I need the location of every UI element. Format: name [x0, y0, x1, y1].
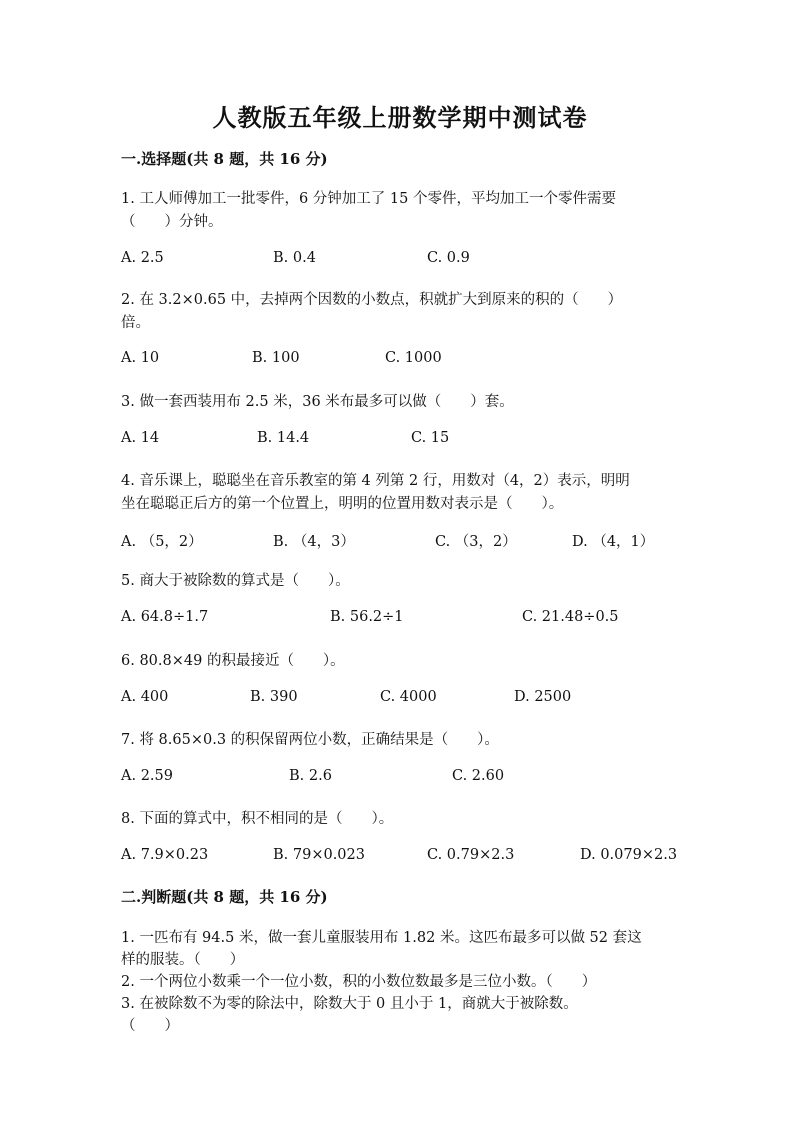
question-4-option-c: C. （3，2）: [435, 534, 517, 550]
question-1-option-b: B. 0.4: [273, 250, 316, 266]
question-5-option-a: A. 64.8÷1.7: [121, 609, 209, 625]
question-7-text: 7. 将 8.65×0.3 的积保留两位小数，正确结果是（ ）。: [121, 732, 499, 748]
judgement-1-text-cont: 样的服装。（ ）: [121, 952, 245, 968]
question-4-text-cont: 坐在聪聪正后方的第一个位置上，明明的位置用数对表示是（ ）。: [121, 496, 564, 512]
question-8-option-c: C. 0.79×2.3: [427, 847, 515, 863]
question-4-text: 4. 音乐课上，聪聪坐在音乐教室的第 4 列第 2 行，用数对（4，2）表示，明明: [121, 473, 630, 489]
question-8-option-b: B. 79×0.023: [273, 847, 365, 863]
question-2-option-b: B. 100: [252, 350, 300, 366]
question-7-option-b: B. 2.6: [289, 768, 332, 784]
question-6-option-b: B. 390: [250, 689, 298, 705]
question-6-option-c: C. 4000: [380, 689, 437, 705]
question-5-option-c: C. 21.48÷0.5: [522, 609, 619, 625]
question-1-option-c: C. 0.9: [427, 250, 470, 266]
judgement-1-text: 1. 一匹布有 94.5 米，做一套儿童服装用布 1.82 米。这匹布最多可以做 52 套这: [121, 930, 642, 946]
question-3-option-a: A. 14: [121, 430, 160, 446]
question-7-option-a: A. 2.59: [121, 768, 173, 784]
question-2-option-c: C. 1000: [385, 350, 442, 366]
judgement-2-text: 2. 一个两位小数乘一个一位小数，积的小数位数最多是三位小数。（ ）: [121, 974, 597, 990]
question-3-option-b: B. 14.4: [257, 430, 310, 446]
question-2-text: 2. 在 3.2×0.65 中，去掉两个因数的小数点，积就扩大到原来的积的（ ）: [121, 292, 623, 308]
question-5-text: 5. 商大于被除数的算式是（ ）。: [121, 573, 350, 589]
question-1-option-a: A. 2.5: [121, 250, 164, 266]
question-4-option-d: D. （4，1）: [572, 534, 655, 550]
question-2-text-cont: 倍。: [121, 315, 150, 331]
question-4-option-b: B. （4，3）: [273, 534, 355, 550]
question-6-option-d: D. 2500: [514, 689, 572, 705]
question-6-text: 6. 80.8×49 的积最接近（ ）。: [121, 653, 345, 669]
question-6-option-a: A. 400: [121, 689, 169, 705]
question-8-text: 8. 下面的算式中，积不相同的是（ ）。: [121, 811, 394, 827]
question-7-option-c: C. 2.60: [452, 768, 505, 784]
question-2-option-a: A. 10: [121, 350, 160, 366]
question-1-text-cont: （ ）分钟。: [121, 214, 223, 230]
question-8-option-a: A. 7.9×0.23: [121, 847, 209, 863]
question-3-text: 3. 做一套西装用布 2.5 米，36 米布最多可以做（ ）套。: [121, 394, 514, 410]
question-5-option-b: B. 56.2÷1: [330, 609, 404, 625]
section-heading-judgement: 二.判断题(共 8 题，共 16 分): [121, 888, 328, 906]
question-8-option-d: D. 0.079×2.3: [580, 847, 678, 863]
section-heading-choice: 一.选择题(共 8 题，共 16 分): [121, 150, 328, 168]
question-3-option-c: C. 15: [411, 430, 450, 446]
question-1-text: 1. 工人师傅加工一批零件，6 分钟加工了 15 个零件，平均加工一个零件需要: [121, 191, 616, 207]
page-title: 人教版五年级上册数学期中测试卷: [212, 103, 588, 132]
judgement-3-text: 3. 在被除数不为零的除法中，除数大于 0 且小于 1，商就大于被除数。: [121, 996, 578, 1012]
judgement-3-text-cont: （ ）: [121, 1018, 179, 1034]
question-4-option-a: A. （5，2）: [121, 534, 203, 550]
